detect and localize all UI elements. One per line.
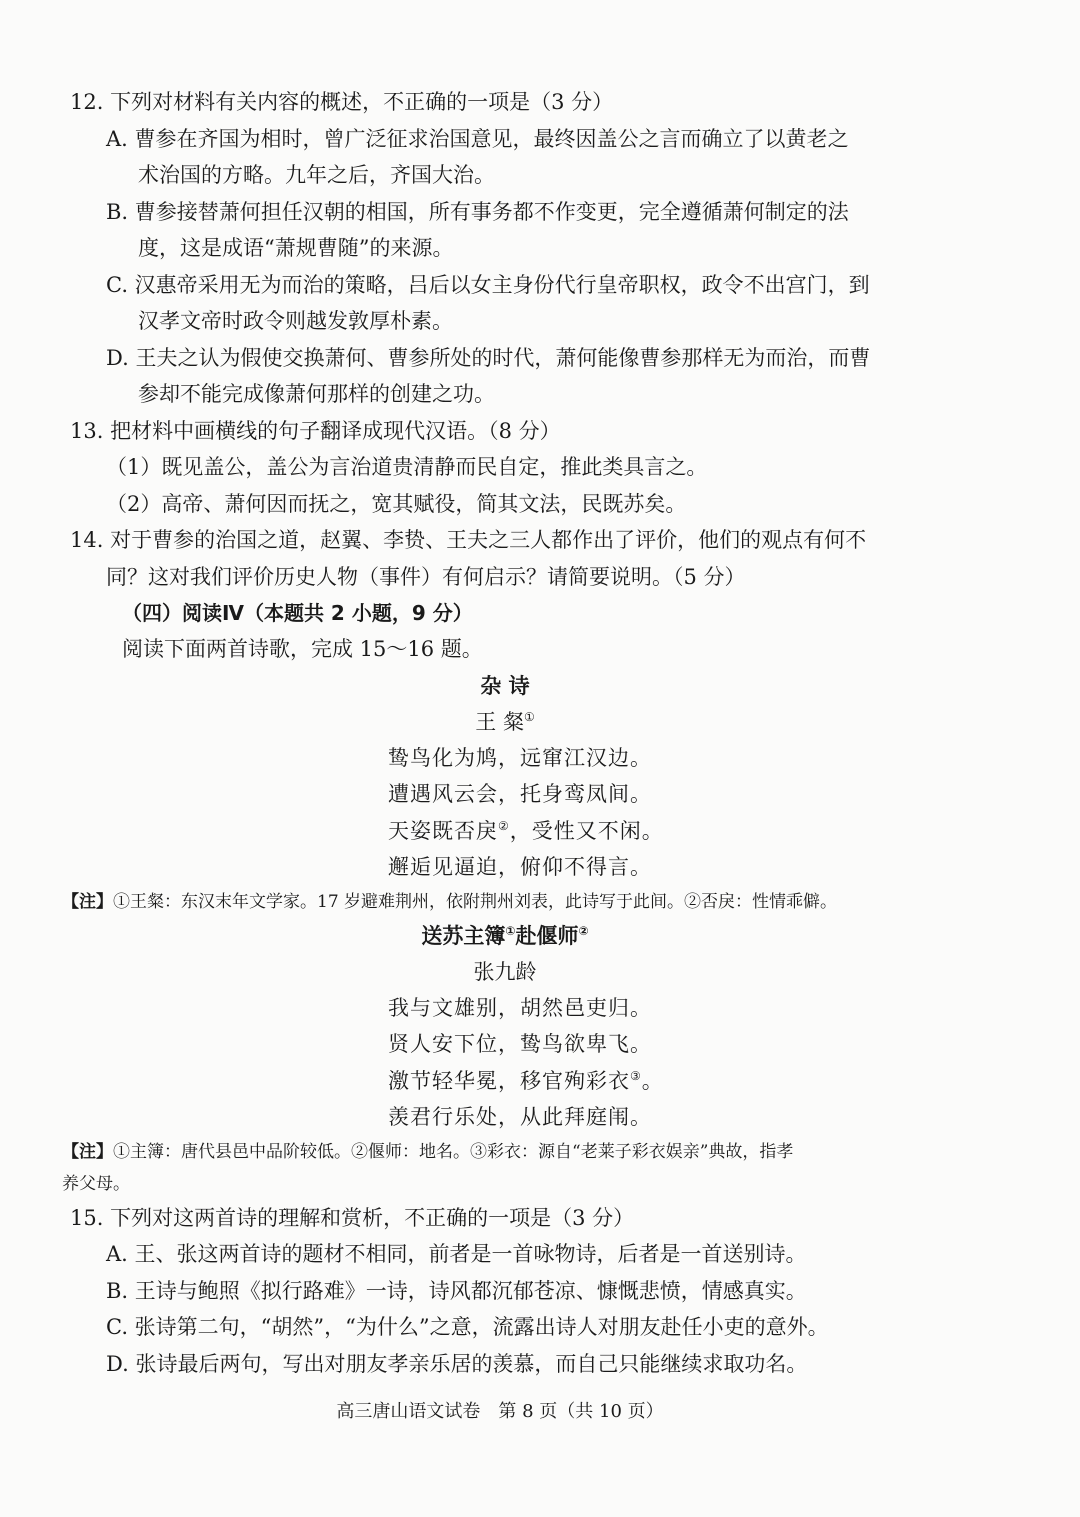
poem1-title: 杂 诗 [480, 673, 530, 698]
footnote-mark: ① [505, 923, 516, 938]
poem2-line-3b: 。 [641, 1068, 664, 1093]
poem2-note [62, 1136, 980, 1168]
q13-stem: 13. 把材料中画横线的句子翻译成现代汉语。（8 分） [70, 418, 561, 443]
q12-option-a-cont: 术治国的方略。九年之后，齐国大治。 [138, 163, 495, 187]
section-heading: （四）阅读Ⅳ（本题共 2 小题，9 分） [122, 601, 473, 625]
q15-option-b: B. 王诗与鲍照《拟行路难》一诗，诗风都沉郁苍凉、慷慨悲愤，情感真实。 [106, 1278, 807, 1303]
poem2-line-1: 我与文雄别，胡然邑吏归。 [388, 995, 652, 1020]
q12-option-a: A. 曹参在齐国为相时，曾广泛征求治国意见，最终因盖公之言而确立了以黄老之 [106, 126, 849, 151]
poem2-title-b: 赴偃师 [515, 923, 579, 948]
poem1-line-4: 邂逅见逼迫，俯仰不得言。 [388, 855, 652, 879]
q15-option-a: A. 王、张这两首诗的题材不相同，前者是一首咏物诗，后者是一首送别诗。 [106, 1242, 807, 1266]
poem2-line-3 [70, 1063, 980, 1100]
poem2-title [70, 918, 980, 954]
poem2-title-a: 送苏主簿 [421, 923, 506, 948]
poem2-note-cont: 养父母。 [62, 1173, 130, 1194]
footnote-mark: ③ [630, 1068, 642, 1083]
q15-option-d: D. 张诗最后两句，写出对朋友孝亲乐居的羡慕，而自己只能继续求取功名。 [106, 1351, 808, 1376]
q15-option-c: C. 张诗第二句，“胡然”，“为什么”之意，流露出诗人对朋友赴任小吏的意外。 [106, 1315, 829, 1339]
poem2-line-4: 羡君行乐处，从此拜庭闱。 [388, 1105, 652, 1129]
poem2-author: 张九龄 [473, 959, 537, 984]
poem1-line-1: 鸷鸟化为鸠，远窜江汉边。 [388, 745, 652, 770]
q12-stem: 12. 下列对材料有关内容的概述，不正确的一项是（3 分） [70, 90, 614, 114]
q13-sentence-2: （2）高帝、萧何因而抚之，宽其赋役，简其文法，民既苏矣。 [106, 491, 687, 516]
poem1-line-3a: 天姿既否戾 [388, 818, 498, 843]
note-tag: 【注】 [62, 891, 113, 912]
q12-option-d-cont: 参却不能完成像萧何那样的创建之功。 [138, 382, 495, 406]
poem2-note-text-1: ①主簿：唐代县邑中品阶较低。②偃师：地名。③彩衣：源自“老莱子彩衣娱亲”典故，指孝 [113, 1141, 794, 1162]
poem1-note-text: ①王粲：东汉末年文学家。17 岁避难荆州，依附荆州刘表，此诗写于此间。②否戾：性情乖僻。 [113, 891, 838, 912]
poem1-author-name: 王 粲 [475, 709, 524, 734]
poem2-line-3a: 激节轻华冕，移官殉彩衣 [388, 1068, 630, 1093]
footnote-mark: ② [578, 923, 589, 938]
poem1-line-3b: ，受性又不闲。 [509, 818, 664, 843]
footnote-mark: ① [523, 709, 535, 724]
poem2-line-2: 贤人安下位，鸷鸟欲卑飞。 [388, 1032, 652, 1056]
q14-stem: 14. 对于曹参的治国之道，赵翼、李贽、王夫之三人都作出了评价，他们的观点有何不 [70, 528, 867, 552]
note-tag: 【注】 [62, 1141, 113, 1162]
poem1-note [62, 886, 980, 918]
q13-sentence-1: （1）既见盖公，盖公为言治道贵清静而民自定，推此类具言之。 [106, 455, 708, 479]
q12-option-c-cont: 汉孝文帝时政令则越发敦厚朴素。 [138, 309, 453, 333]
poem1-author [70, 704, 980, 740]
footnote-mark: ② [498, 818, 510, 833]
q15-stem: 15. 下列对这两首诗的理解和赏析，不正确的一项是（3 分） [70, 1205, 635, 1230]
q12-option-b: B. 曹参接替萧何担任汉朝的相国，所有事务都不作变更，完全遵循萧何制定的法 [106, 199, 849, 224]
q12-option-d: D. 王夫之认为假使交换萧何、曹参所处的时代，萧何能像曹参那样无为而治，而曹 [106, 345, 871, 370]
section-intro: 阅读下面两首诗歌，完成 15～16 题。 [122, 637, 483, 661]
poem1-line-2: 遭遇风云会，托身鸾凤间。 [388, 782, 652, 806]
poem1-line-3 [70, 813, 980, 850]
q14-stem-cont: 同？这对我们评价历史人物（事件）有何启示？请简要说明。（5 分） [106, 564, 746, 589]
page-footer: 高三唐山语文试卷 第 8 页（共 10 页） [336, 1401, 664, 1422]
q12-option-b-cont: 度，这是成语“萧规曹随”的来源。 [138, 236, 454, 260]
q12-option-c: C. 汉惠帝采用无为而治的策略，吕后以女主身份代行皇帝职权，政令不出宫门，到 [106, 272, 870, 297]
